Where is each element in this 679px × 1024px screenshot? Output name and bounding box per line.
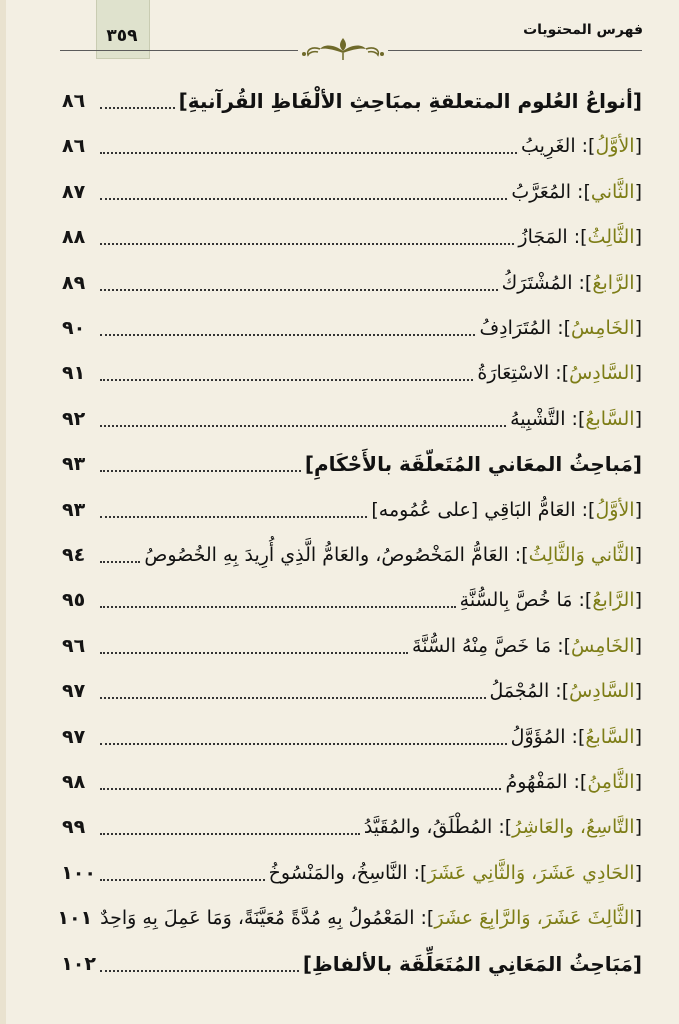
entry-title: المَجَازُ [518,226,568,248]
entry-title: المُجْمَلُ [489,680,550,702]
section-heading: [مَبَاحِثُ المَعَانِي المُتَعَلِّقَة بالألفاظِ] [302,952,642,976]
dot-leader [100,606,456,608]
entry-page-number: ٩٨ [62,771,86,793]
entry-page-number: ٩٧ [62,680,86,702]
entry-keyword: الثَّالِثَ عَشَرَ، وَالرَّابِعَ عشَرَ [434,907,635,929]
entry-keyword: الثَّاني وَالثَّالِثُ [528,544,635,566]
entry-keyword: السَّابعُ [585,726,635,748]
entry-page-number: ٨٦ [62,90,86,112]
dot-leader [100,107,175,109]
subsection-label: [الثَّالِثُ]: المَجَازُ [518,226,642,248]
subsection-label: [الأوَّلُ]: العَامُّ البَاقِي [على عُمُومه] [371,499,642,521]
entry-keyword: الثَّالِثُ [587,226,635,248]
entry-title: مَا خَصَّ مِنْهُ السُّنَّةَ [412,635,552,657]
subsection-label: [السَّادِسُ]: الاسْتِعَارَةُ [477,362,642,384]
dot-leader [100,743,507,745]
subsection-label: [الثَّاني]: المُعَرَّبُ [511,181,642,203]
entry-title: المَعْمُولُ بِهِ مُدَّةً مُعَيَّنَةً، وَمَا عَمِلَ بِهِ وَاحِدٌ [100,907,415,929]
toc-entry [62,173,642,211]
dot-leader [100,425,506,427]
entry-title: المُطْلَقُ، والمُقَيَّدُ [363,816,493,838]
subsection-label: [التَّاسِعُ، والعَاشِرُ]: المُطْلَقُ، والمُقَيَّدُ [363,816,642,838]
subsection-label: [السَّابعُ]: المُؤَوَّلُ [510,726,642,748]
entry-page-number: ٩٣ [62,499,86,521]
subsection-label: [الثَّاني وَالثَّالِثُ]: العَامُّ المَخْصُوصُ، والعَامُّ الَّذِي أُرِيدَ بِهِ الخُصُوصُ [144,544,642,566]
running-title: فهرس المحتويات [523,22,643,38]
entry-title: الغَرِيبُ [520,135,576,157]
entry-page-number: ٩٥ [62,589,86,611]
entry-title: المُشْتَرَكُ [501,272,573,294]
entry-page-number: ٩٦ [62,635,86,657]
entry-page-number: ٩٠ [62,317,86,339]
entry-keyword: السَّادِسُ [569,362,635,384]
toc-entry [62,763,642,801]
toc-entry [62,854,642,892]
dot-leader [100,788,501,790]
dot-leader [100,289,498,291]
toc-entry [62,718,642,756]
subsection-label: [الخَامِسُ]: مَا خَصَّ مِنْهُ السُّنَّةَ [412,635,642,657]
entry-title: النَّاسِخُ، والمَنْسُوخُ [268,862,408,884]
entry-page-number: ٩٣ [62,453,86,475]
entry-keyword: الأوَّلُ [595,135,635,157]
entry-page-number: ٩٤ [62,544,86,566]
dot-leader [100,243,514,245]
entry-keyword: الثَّاني [590,181,635,203]
dot-leader [100,561,140,563]
section-heading: [أنواعُ العُلوم المتعلقةِ بمبَاحِثِ الألْفَاظِ القُرآنيةِ] [178,89,642,113]
toc-entry [62,581,642,619]
toc-entry [62,627,642,665]
entry-title: العَامُّ المَخْصُوصُ، والعَامُّ الَّذِي أُرِيدَ بِهِ الخُصُوصُ [144,544,509,566]
entry-keyword: الحَادِي عَشَرَ، وَالثَّانِي عَشَرَ [427,862,635,884]
dot-leader [100,516,367,518]
entry-keyword: السَّابعُ [585,408,635,430]
entry-title: المَفْهُومُ [505,771,568,793]
subsection-label: [الثَّامِنُ]: المَفْهُومُ [505,771,642,793]
toc-entry [62,127,642,165]
toc-entry [62,491,642,529]
dot-leader [100,198,507,200]
dot-leader [100,652,408,654]
entry-title: الاسْتِعَارَةُ [477,362,550,384]
toc-entry [62,445,642,483]
dot-leader [100,334,475,336]
dot-leader [100,879,265,881]
entry-title: أنواعُ العُلوم المتعلقةِ بمبَاحِثِ الألْفَاظِ القُرآنيةِ [187,89,633,113]
entry-page-number: ٩١ [62,362,86,384]
subsection-label: [السَّابعُ]: التَّشْبِيهُ [510,408,642,430]
toc-entry [62,354,642,392]
toc-entry [62,808,642,846]
dot-leader [100,152,517,154]
entry-page-number: ٩٢ [62,408,86,430]
toc-entry [62,82,642,120]
page-number: ٣٥٩ [106,26,138,46]
entry-title: مَبَاحِثُ المَعَانِي المُتَعَلِّقَة بالألفاظِ [312,952,633,976]
toc-entry [62,536,642,574]
entry-title: المُعَرَّبُ [511,181,571,203]
toc-entry [62,218,642,256]
entry-title: التَّشْبِيهُ [510,408,566,430]
entry-page-number: ٨٧ [62,181,86,203]
entry-page-number: ٩٧ [62,726,86,748]
entry-keyword: التَّاسِعُ، والعَاشِرُ [512,816,635,838]
entry-page-number: ٨٨ [62,226,86,248]
toc-entry [62,264,642,302]
subsection-label: [الحَادِي عَشَرَ، وَالثَّانِي عَشَرَ]: النَّاسِخُ، والمَنْسُوخُ [268,862,642,884]
entry-title: المُؤَوَّلُ [510,726,566,748]
entry-page-number: ٩٩ [62,816,86,838]
entry-keyword: السَّادِسُ [569,680,635,702]
entry-keyword: الخَامِسُ [571,317,635,339]
entry-keyword: الأوَّلُ [595,499,635,521]
entry-keyword: الخَامِسُ [571,635,635,657]
entry-title: مَباحِثُ المعَاني المُتَعلّقَة بالأَحْكَامِ [313,452,633,476]
entry-page-number: ٨٩ [62,272,86,294]
entry-title: مَا خُصَّ بِالسُّنَّةِ [459,589,573,611]
dot-leader [100,697,486,699]
entry-keyword: الرَّابعُ [592,589,635,611]
entry-keyword: الرَّابعُ [592,272,635,294]
dot-leader [100,833,360,835]
subsection-label: [الثَّالِثَ عَشَرَ، وَالرَّابِعَ عشَرَ]: المَعْمُولُ بِهِ مُدَّةً مُعَيَّنَةً، وَمَا عَمِلَ بِهِ وَاحِدٌ [100,907,642,929]
toc-entry [62,945,642,983]
section-heading: [مَباحِثُ المعَاني المُتَعلّقَة بالأَحْكَامِ] [304,452,642,476]
subsection-label: [الأوَّلُ]: الغَرِيبُ [520,135,642,157]
entry-title: العَامُّ البَاقِي [على عُمُومه] [371,499,576,521]
entry-title: المُتَرَادِفُ [479,317,552,339]
entry-page-number: ١٠٠ [61,862,96,884]
subsection-label: [الرَّابعُ]: المُشْتَرَكُ [501,272,642,294]
dot-leader [100,970,299,972]
entry-page-number: ١٠٢ [61,953,96,975]
toc-entry [62,309,642,347]
toc-entry [57,899,642,937]
entry-page-number: ٨٦ [62,135,86,157]
dot-leader [100,470,301,472]
subsection-label: [الرَّابعُ]: مَا خُصَّ بِالسُّنَّةِ [459,589,642,611]
subsection-label: [السَّادِسُ]: المُجْمَلُ [489,680,642,702]
subsection-label: [الخَامِسُ]: المُتَرَادِفُ [479,317,642,339]
toc-entry [62,672,642,710]
dot-leader [100,379,473,381]
entry-page-number: ١٠١ [57,907,93,929]
entry-keyword: الثَّامِنُ [587,771,635,793]
toc-entry [62,400,642,438]
